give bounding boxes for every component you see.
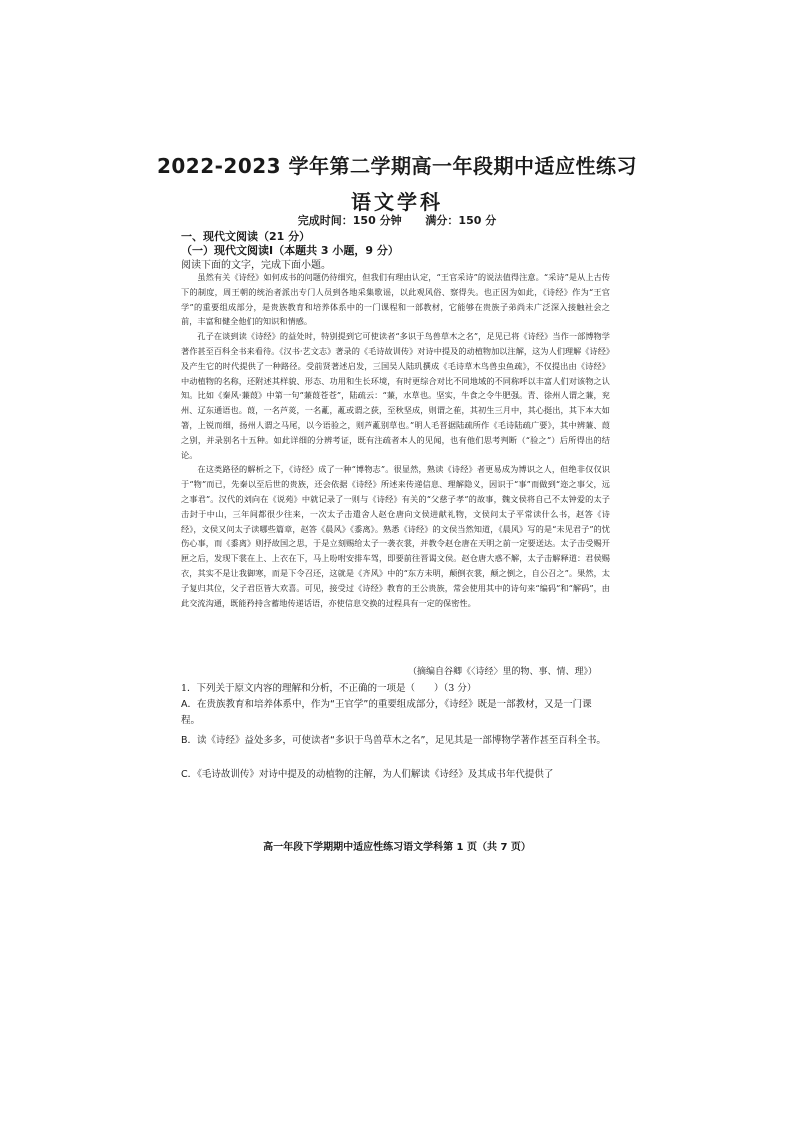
subsection-heading: （一）现代文阅读Ⅰ（本题共 3 小题，9 分） bbox=[181, 244, 399, 257]
passage-paragraph: 在这类路径的解析之下，《诗经》成了一种“博物志”。很显然，熟读《诗经》者更易成为博识之人，但绝非仅仅识于“物”而已，先秦以至后世的贵族，还会依据《诗经》所述来传递信息、理解隐义，因识于“事”而做到“迩之事父，远之事君”。汉代的刘向在《说苑》中就记录了一则与《诗经》有关的“父慈子孝”的故事，魏文侯将自己不太钟爱的太子击封于中山，三年间都很少往来，一次太子击遣舍人赵仓唐向文侯进献礼物，文侯问太子平常读什么书，赵答《诗经》，文侯又问太子读哪些篇章，赵答《晨风》《黍离》。熟悉《诗经》的文侯当然知道，《晨风》写的是“未见君子”的忧伤心事，而《黍离》则抒故国之思，于是立刻赐给太子一袭衣裳，并教令赵仓唐在天明之前一定要送达。太子击受赐开匣之后，发现下裳在上、上衣在下，马上吩咐安排车驾，即要前往晋谒文侯。赵仓唐大惑不解，太子击解释道：君侯赐衣，其实不是让我御寒，而是下令召还，这就是《齐风》中的“东方未明，颠倒衣裳，颠之倒之，自公召之”。果然，太子复归其位，父子君臣皆大欢喜。可见，接受过《诗经》教育的王公贵族，常会使用其中的诗句来“编码”和“解码”，由此交流沟通，既能矜持含蓄地传递话语，亦使信息交换的过程具有一定的保密性。 bbox=[181, 464, 610, 608]
passage-source: （摘编自谷卿《〈诗经〉里的物、事、情、理》） bbox=[407, 667, 597, 677]
passage-paragraph: 虽然有关《诗经》如何成书的问题仍待细究，但我们有理由认定，“王官采诗”的说法值得注意。“采诗”是从上古传下的制度，周王朝的统治者派出专门人员到各地采集歌谣，以此观风俗、察得失。也正因为如此，《诗经》作为“王官学”的重要组成部分，是贵族教育和培养体系中的一门课程和一部教材，它能够在贵族子弟尚未广泛深入接触社会之前，丰富和健全他们的知识和情感。 bbox=[181, 272, 610, 327]
option-c: C．《毛诗故训传》对诗中提及的动植物的注解，为人们解读《诗经》及其成书年代提供了 bbox=[181, 769, 554, 780]
option-b: B．读《诗经》益处多多，可使读者“多识于鸟兽草木之名”，足见其是一部博物学著作甚至百科全书。 bbox=[181, 735, 606, 746]
reading-instruction: 阅读下面的文字，完成下面小题。 bbox=[181, 260, 331, 271]
option-a: A．在贵族教育和培养体系中，作为“王官学”的重要组成部分，《诗经》既是一部教材，又是一门课程。 bbox=[181, 699, 592, 726]
exam-title: 2022-2023 学年第二学期高一年段期中适应性练习 bbox=[156, 154, 638, 178]
subject-title: 语文学科 bbox=[351, 190, 443, 214]
question-stem: 1．下列关于原文内容的理解和分析，不正确的一项是（ ）（3 分） bbox=[181, 683, 477, 694]
full-score: 满分：150 分 bbox=[425, 214, 497, 227]
page-footer: 高一年段下学期期中适应性练习语文学科第 1 页（共 7 页） bbox=[263, 842, 531, 853]
section-heading: 一、现代文阅读（21 分） bbox=[181, 230, 311, 243]
time-limit: 完成时间：150 分钟 bbox=[297, 214, 402, 227]
passage bbox=[181, 270, 610, 610]
exam-meta bbox=[0, 212, 794, 228]
passage-paragraph: 孔子在谈到读《诗经》的益处时，特别提到它可使读者“多识于鸟兽草木之名”，足见已将《诗经》当作一部博物学著作甚至百科全书来看待。《汉书·艺文志》著录的《毛诗故训传》对诗中提及的动植物加以注解，这为人们理解《诗经》及产生它的时代提供了一种路径。受前贤著述启发，三国吴人陆玑撰成《毛诗草木鸟兽虫鱼疏》，不仅提出由《诗经》中动植物的名称，还附述其样貌、形态、功用和生长环境，有时更综合对比不同地域的不同称呼以丰富人们对该物之认知。比如《秦风·蒹葭》中第一句“蒹葭苍苍”，陆疏云：“蒹，水草也。坚实，牛食之令牛肥强。青、徐州人谓之蒹，兖州、辽东通语也。葭，一名芦菼，一名薍，薍或谓之荻，至秋坚成，则谓之萑，其初生三月中，其心挺出，其下本大如箸，上锐而细，扬州人谓之马尾，以今语验之，则芦薍别草也。”明人毛晋据陆疏所作《毛诗陆疏广要》，其中辨蒹、葭之别，并录别名十五种。如此详细的分辨考证，既有注疏者本人的见闻，也有他们思考判断（“验之”）后所得出的结论。 bbox=[181, 331, 610, 460]
